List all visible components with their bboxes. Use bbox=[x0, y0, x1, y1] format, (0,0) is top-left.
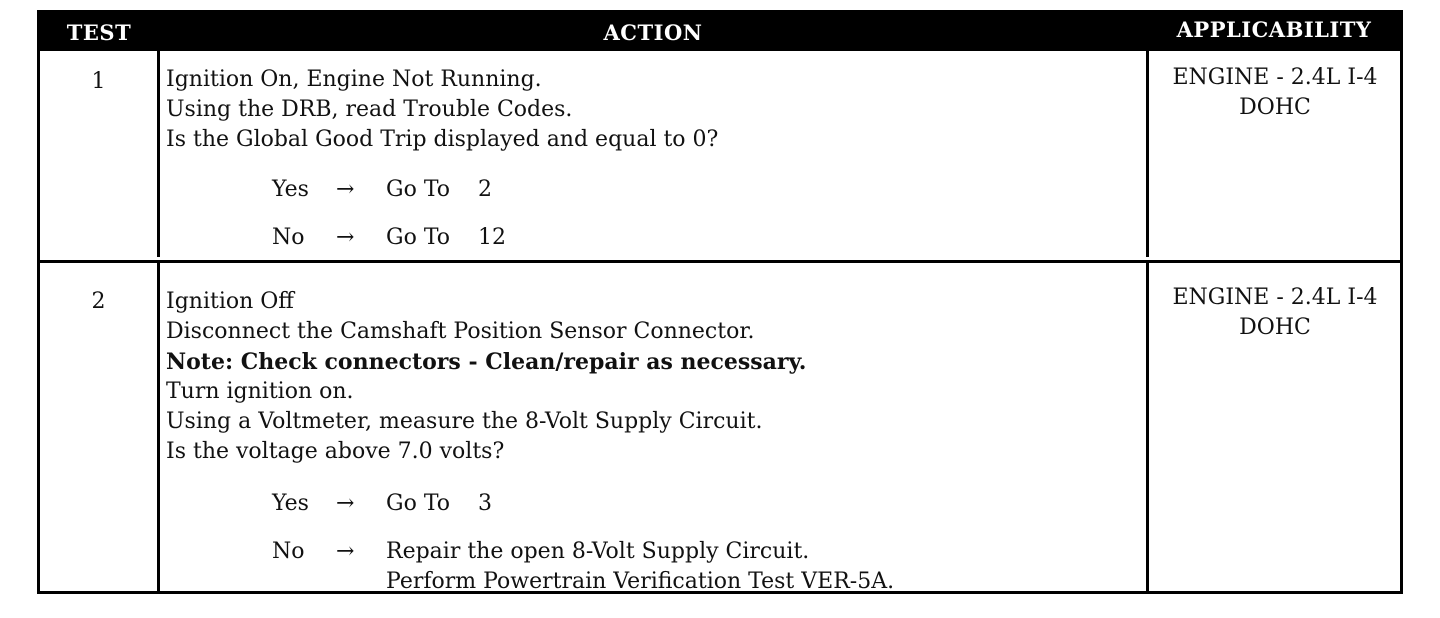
action-line: Turn ignition on. bbox=[166, 379, 354, 404]
header-test: TEST bbox=[66, 20, 132, 45]
yes-branch bbox=[272, 175, 1136, 223]
yes-label: Yes bbox=[272, 491, 309, 516]
action-line: Ignition On, Engine Not Running. bbox=[166, 67, 542, 92]
yes-branch bbox=[272, 489, 1136, 537]
action-line: Is the Global Good Trip displayed and equal to 0? bbox=[166, 127, 719, 152]
action-line: Ignition Off bbox=[166, 289, 294, 314]
action-line: Using a Voltmeter, measure the 8-Volt Supply Circuit. bbox=[166, 409, 763, 434]
no-branch bbox=[272, 537, 1136, 597]
arrow-right-icon: → bbox=[336, 177, 355, 202]
diagnostic-test-table bbox=[37, 10, 1403, 594]
applicability-line: ENGINE - 2.4L I-4 bbox=[1172, 285, 1378, 310]
column-divider bbox=[157, 51, 160, 257]
applicability-cell bbox=[1149, 63, 1401, 123]
action-line: Disconnect the Camshaft Position Sensor Connector. bbox=[166, 319, 755, 344]
no-action-line: Repair the open 8-Volt Supply Circuit. bbox=[386, 539, 810, 564]
no-action-text bbox=[386, 537, 894, 597]
action-cell bbox=[166, 65, 1136, 271]
goto-text: Go To bbox=[386, 491, 451, 516]
test-number: 2 bbox=[91, 289, 106, 314]
header-applicability: APPLICABILITY bbox=[1176, 17, 1372, 42]
no-label: No bbox=[272, 539, 305, 564]
header-action: ACTION bbox=[603, 20, 703, 45]
applicability-line: DOHC bbox=[1239, 95, 1311, 120]
column-divider bbox=[157, 263, 160, 594]
no-action-line: Perform Powertrain Verification Test VER-5A. bbox=[386, 569, 895, 594]
no-label: No bbox=[272, 225, 305, 250]
applicability-line: DOHC bbox=[1239, 315, 1311, 340]
table-row bbox=[40, 260, 1400, 594]
table-header bbox=[40, 13, 1400, 51]
goto-text: Go To bbox=[386, 177, 451, 202]
arrow-right-icon: → bbox=[336, 491, 355, 516]
goto-target: 3 bbox=[478, 491, 492, 516]
test-number: 1 bbox=[91, 69, 106, 94]
note-line: Note: Check connectors - Clean/repair as necessary. bbox=[166, 349, 807, 375]
applicability-line: ENGINE - 2.4L I-4 bbox=[1172, 65, 1378, 90]
goto-target: 12 bbox=[478, 225, 506, 250]
action-line: Using the DRB, read Trouble Codes. bbox=[166, 97, 573, 122]
applicability-cell bbox=[1149, 283, 1401, 343]
table-row bbox=[40, 51, 1400, 257]
goto-text: Go To bbox=[386, 225, 451, 250]
action-cell bbox=[166, 287, 1136, 597]
goto-target: 2 bbox=[478, 177, 492, 202]
arrow-right-icon: → bbox=[336, 225, 355, 250]
yes-label: Yes bbox=[272, 177, 309, 202]
action-line: Is the voltage above 7.0 volts? bbox=[166, 439, 505, 464]
arrow-right-icon: → bbox=[336, 539, 355, 564]
